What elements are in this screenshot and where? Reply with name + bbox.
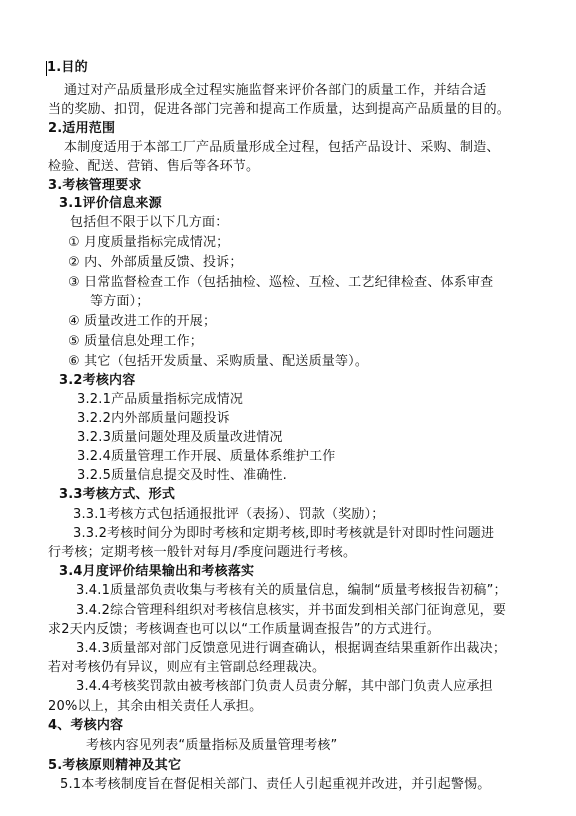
list-item: 3.4.3质量部对部门反馈意见进行调查确认，根据调查结果重新作出裁决； — [76, 641, 507, 656]
list-item: 3.4.4考核奖罚款由被考核部门负责人员责分解，其中部门负责人应承担 — [76, 679, 493, 694]
purpose-text-line-1: 通过对产品质量形成全过程实施监督来评价各部门的质量工作，并结合适 — [64, 83, 487, 98]
heading-3-3: 3.3考核方式、形式 — [59, 487, 176, 502]
list-item: ③ 日常监督检查工作（包括抽检、巡检、互检、工艺纪律检查、体系审查 — [68, 275, 494, 290]
list-item: ⑤ 质量信息处理工作； — [68, 334, 203, 349]
intro-3-1: 包括但不限于以下几方面： — [70, 215, 229, 230]
heading-management: 3.考核管理要求 — [48, 178, 142, 193]
list-item: 3.3.2考核时间分为即时考核和定期考核,即时考核就是针对即时性问题进 — [73, 526, 495, 541]
list-item: 3.4.1质量部负责收集与考核有关的质量信息，编制“质量考核报告初稿”； — [76, 583, 507, 598]
heading-3-2: 3.2考核内容 — [59, 373, 136, 388]
list-item: 3.3.1考核方式包括通报批评（表扬）、罚款（奖励）； — [73, 507, 385, 522]
heading-principles: 5.考核原则精神及其它 — [48, 758, 182, 773]
heading-scope: 2.适用范围 — [48, 121, 116, 136]
list-item: ① 月度质量指标完成情况； — [68, 235, 230, 250]
assessment-content-text: 考核内容见列表“质量指标及质量管理考核” — [86, 738, 338, 753]
list-item-continuation: 求2天内反馈；考核调查也可以以“工作质量调查报告”的方式进行。 — [48, 622, 440, 637]
list-item: ④ 质量改进工作的开展； — [68, 314, 217, 329]
list-item: ② 内、外部质量反馈、投诉； — [68, 255, 243, 270]
heading-3-1: 3.1评价信息来源 — [59, 196, 162, 211]
list-item: 3.2.3质量问题处理及质量改进情况 — [77, 430, 283, 445]
heading-purpose: 1.目的 — [47, 60, 88, 75]
list-item: 3.4.2综合管理科组织对考核信息核实，并书面发到相关部门征询意见，要 — [76, 603, 507, 618]
list-item: 3.2.5质量信息提交及时性、准确性. — [77, 468, 288, 483]
heading-assessment-content: 4、考核内容 — [48, 718, 124, 733]
list-item-continuation: 20%以上，其余由相关责任人承担。 — [48, 699, 263, 714]
list-item: ⑥ 其它（包括开发质量、采购质量、配送质量等）。 — [68, 354, 369, 369]
list-item: 3.2.4质量管理工作开展、质量体系维护工作 — [77, 449, 336, 464]
list-item-continuation: 若对考核仍有异议，则应有主管副总经理裁决。 — [48, 660, 326, 675]
scope-text-line-1: 本制度适用于本部工厂产品质量形成全过程，包括产品设计、采购、制造、 — [64, 140, 500, 155]
list-item-continuation: 等方面）； — [90, 294, 150, 309]
scope-text-line-2: 检验、配送、营销、售后等各环节。 — [48, 159, 260, 174]
heading-3-4: 3.4月度评价结果输出和考核落实 — [59, 564, 255, 579]
list-item: 3.2.1产品质量指标完成情况 — [77, 392, 244, 407]
list-item-continuation: 行考核；定期考核一般针对每月/季度问题进行考核。 — [48, 545, 357, 560]
purpose-text-line-2: 当的奖励、扣罚，促进各部门完善和提高工作质量，达到提高产品质量的目的。 — [48, 102, 511, 117]
list-item: 3.2.2内外部质量问题投诉 — [77, 411, 230, 426]
principles-text: 5.1本考核制度旨在督促相关部门、责任人引起重视并改进，并引起警惕。 — [60, 777, 491, 792]
